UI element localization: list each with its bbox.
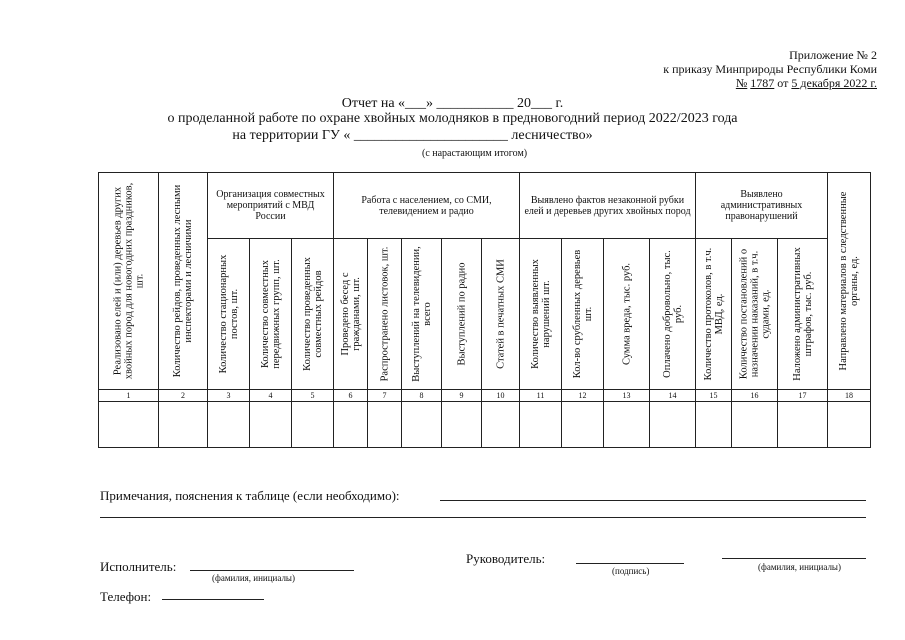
signature-field[interactable] [576, 551, 684, 564]
col-number: 3 [208, 390, 250, 402]
header-group-admin: Выявлено административных правонарушений [696, 173, 828, 239]
notes-label: Примечания, пояснения к таблице (если необходимо): [100, 488, 400, 503]
header-col12: Кол-во срубленных деревьев шт. [562, 239, 604, 390]
col-number: 10 [482, 390, 520, 402]
col-number: 17 [778, 390, 828, 402]
header-col7: Распространено листовок, шт. [368, 239, 402, 390]
data-cell[interactable] [442, 402, 482, 448]
head-label: Руководитель: [466, 551, 546, 566]
signature-caption: (подпись) [612, 566, 650, 576]
data-cell[interactable] [292, 402, 334, 448]
col-number: 8 [402, 390, 442, 402]
col-number: 12 [562, 390, 604, 402]
header-col14: Оплачено добровольно, тыс. руб. [650, 239, 696, 390]
executor-field[interactable] [190, 558, 354, 571]
col-number: 6 [334, 390, 368, 402]
appendix-line3: № 1787 от 5 декабря 2022 г. [735, 76, 877, 90]
notes-line-1[interactable] [440, 488, 866, 501]
data-cell[interactable] [208, 402, 250, 448]
header-group-illegal: Выявлено фактов незаконной рубки елей и деревьев других хвойных пород [520, 173, 696, 239]
report-title: Отчет на «___» ___________ 20___ г. [341, 96, 564, 111]
col-number: 2 [159, 390, 208, 402]
table-row [99, 402, 871, 448]
report-subtitle: о проделанной работе по охране хвойных молодняков в предновогодний период 2022/2023 года [167, 111, 738, 126]
col-number: 13 [604, 390, 650, 402]
header-col11: Количество выявленных нарушений шт. [520, 239, 562, 390]
data-cell[interactable] [732, 402, 778, 448]
executor-caption: (фамилия, инициалы) [212, 573, 295, 583]
header-col1: Реализовано елей и (или) деревьев других хвойных пород для новогодних праздников, шт. [99, 173, 159, 390]
appendix-line1: Приложение № 2 [789, 48, 877, 62]
data-cell[interactable] [650, 402, 696, 448]
data-cell[interactable] [334, 402, 368, 448]
data-cell[interactable] [159, 402, 208, 448]
col-number: 4 [250, 390, 292, 402]
col-number: 1 [99, 390, 159, 402]
header-col2: Количество рейдов, проведенных лесными инспекторами и лесничими [159, 173, 208, 390]
col-number: 9 [442, 390, 482, 402]
report-table [98, 172, 871, 448]
header-col16: Количество постановлений о назначении наказаний, в т.ч. судами, ед. [732, 239, 778, 390]
phone-label: Телефон: [100, 589, 152, 604]
data-cell[interactable] [368, 402, 402, 448]
col-number: 18 [828, 390, 871, 402]
header-col4: Количество совместных передвижных групп, шт. [250, 239, 292, 390]
col-number: 11 [520, 390, 562, 402]
header-col17: Наложено административных штрафов, тыс. руб. [778, 239, 828, 390]
header-col18: Направлено материалов в следственные органы, ед. [828, 173, 871, 390]
header-col5: Количество проведенных совместных рейдов [292, 239, 334, 390]
territory-line: на территории ГУ « ______________________ лесничество» [232, 128, 593, 143]
phone-field[interactable] [162, 587, 264, 600]
data-cell[interactable] [99, 402, 159, 448]
data-cell[interactable] [604, 402, 650, 448]
header-col8: Выступлений на телевидении, всего [402, 239, 442, 390]
data-cell[interactable] [778, 402, 828, 448]
data-cell[interactable] [402, 402, 442, 448]
header-col15: Количество протоколов, в т.ч. МВД, ед. [696, 239, 732, 390]
header-col13: Сумма вреда, тыс. руб. [604, 239, 650, 390]
header-col10: Статей в печатных СМИ [482, 239, 520, 390]
data-cell[interactable] [828, 402, 871, 448]
data-cell[interactable] [696, 402, 732, 448]
head-caption: (фамилия, инициалы) [758, 562, 841, 572]
data-cell[interactable] [250, 402, 292, 448]
head-name-field[interactable] [722, 546, 866, 559]
data-cell[interactable] [520, 402, 562, 448]
appendix-line2: к приказу Минприроды Республики Коми [663, 62, 877, 76]
header-group-mvd: Организация совместных мероприятий с МВД России [208, 173, 334, 239]
cumulative-note: (с нарастающим итогом) [422, 148, 528, 159]
header-col6: Проведено бесед с гражданами, шт. [334, 239, 368, 390]
header-col9: Выступлений по радио [442, 239, 482, 390]
appendix-header [663, 48, 877, 90]
data-cell[interactable] [482, 402, 520, 448]
executor-label: Исполнитель: [100, 559, 177, 574]
header-group-media: Работа с населением, со СМИ, телевидением и радио [334, 173, 520, 239]
notes-line-2[interactable] [100, 505, 866, 518]
data-cell[interactable] [562, 402, 604, 448]
col-number: 14 [650, 390, 696, 402]
col-number: 15 [696, 390, 732, 402]
col-number: 5 [292, 390, 334, 402]
header-col3: Количество стационарных постов, шт. [208, 239, 250, 390]
col-number: 16 [732, 390, 778, 402]
col-number: 7 [368, 390, 402, 402]
